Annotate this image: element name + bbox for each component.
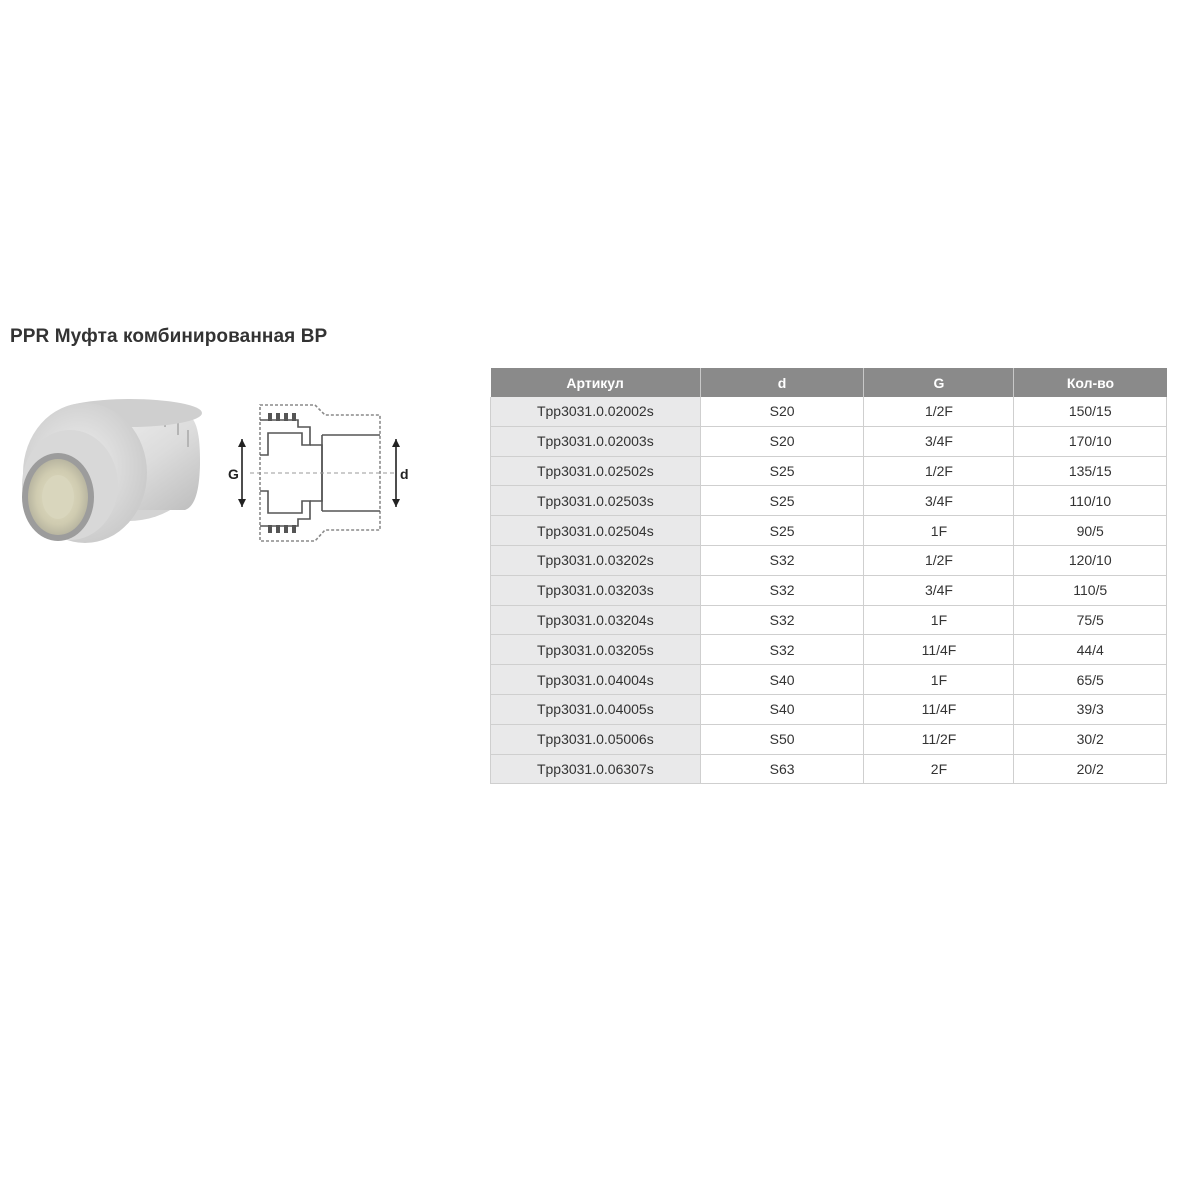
cell-article: Tpp3031.0.02003s: [491, 426, 701, 456]
table-row: [491, 545, 1167, 575]
cell-quantity: 44/4: [1014, 635, 1167, 665]
cell-g: 11/4F: [864, 635, 1014, 665]
table-row: [491, 456, 1167, 486]
cell-d: S25: [700, 486, 864, 516]
table-row: [491, 754, 1167, 784]
table-row: [491, 724, 1167, 754]
dimension-label-d: d: [400, 466, 409, 482]
cell-article: Tpp3031.0.03202s: [491, 545, 701, 575]
cell-article: Tpp3031.0.03205s: [491, 635, 701, 665]
table-row: [491, 665, 1167, 695]
table-row: [491, 397, 1167, 426]
cross-section-drawing: [220, 395, 420, 555]
header-g: G: [864, 368, 1014, 397]
table-row: [491, 605, 1167, 635]
header-quantity: Кол-во: [1014, 368, 1167, 397]
header-article: Артикул: [491, 368, 701, 397]
cell-d: S50: [700, 724, 864, 754]
cell-quantity: 20/2: [1014, 754, 1167, 784]
cell-quantity: 30/2: [1014, 724, 1167, 754]
cell-article: Tpp3031.0.02503s: [491, 486, 701, 516]
cell-d: S25: [700, 516, 864, 546]
cell-quantity: 170/10: [1014, 426, 1167, 456]
cell-g: 2F: [864, 754, 1014, 784]
cell-article: Tpp3031.0.04005s: [491, 694, 701, 724]
cell-g: 1F: [864, 516, 1014, 546]
cell-article: Tpp3031.0.03203s: [491, 575, 701, 605]
cell-g: 3/4F: [864, 575, 1014, 605]
page-title: PPR Муфта комбинированная ВР: [10, 326, 328, 347]
table-row: [491, 635, 1167, 665]
cell-g: 1F: [864, 665, 1014, 695]
cell-article: Tpp3031.0.04004s: [491, 665, 701, 695]
cell-g: 1/2F: [864, 456, 1014, 486]
header-d: d: [700, 368, 864, 397]
cell-quantity: 110/10: [1014, 486, 1167, 516]
table-row: [491, 516, 1167, 546]
cell-quantity: 65/5: [1014, 665, 1167, 695]
cell-article: Tpp3031.0.03204s: [491, 605, 701, 635]
cell-d: S40: [700, 694, 864, 724]
cell-quantity: 110/5: [1014, 575, 1167, 605]
cell-d: S40: [700, 665, 864, 695]
cell-article: Tpp3031.0.02502s: [491, 456, 701, 486]
cell-d: S63: [700, 754, 864, 784]
cell-d: S32: [700, 575, 864, 605]
cell-quantity: 150/15: [1014, 397, 1167, 426]
cell-quantity: 39/3: [1014, 694, 1167, 724]
cell-d: S25: [700, 456, 864, 486]
table-row: [491, 694, 1167, 724]
cell-quantity: 120/10: [1014, 545, 1167, 575]
cell-g: 3/4F: [864, 486, 1014, 516]
cell-g: 1/2F: [864, 397, 1014, 426]
table-row: [491, 426, 1167, 456]
cell-g: 1/2F: [864, 545, 1014, 575]
cell-g: 11/4F: [864, 694, 1014, 724]
cell-d: S20: [700, 426, 864, 456]
cell-d: S32: [700, 545, 864, 575]
cell-d: S32: [700, 605, 864, 635]
cell-quantity: 135/15: [1014, 456, 1167, 486]
cell-d: S32: [700, 635, 864, 665]
cell-article: Tpp3031.0.05006s: [491, 724, 701, 754]
cell-quantity: 90/5: [1014, 516, 1167, 546]
cell-quantity: 75/5: [1014, 605, 1167, 635]
table-row: [491, 575, 1167, 605]
table-header-row: [491, 368, 1167, 397]
table-row: [491, 486, 1167, 516]
cell-g: 11/2F: [864, 724, 1014, 754]
cell-d: S20: [700, 397, 864, 426]
cell-g: 3/4F: [864, 426, 1014, 456]
cell-g: 1F: [864, 605, 1014, 635]
spec-table: [490, 368, 1167, 784]
cell-article: Tpp3031.0.02504s: [491, 516, 701, 546]
cell-article: Tpp3031.0.06307s: [491, 754, 701, 784]
dimension-label-g: G: [228, 466, 239, 482]
product-photo: [10, 385, 210, 585]
cell-article: Tpp3031.0.02002s: [491, 397, 701, 426]
